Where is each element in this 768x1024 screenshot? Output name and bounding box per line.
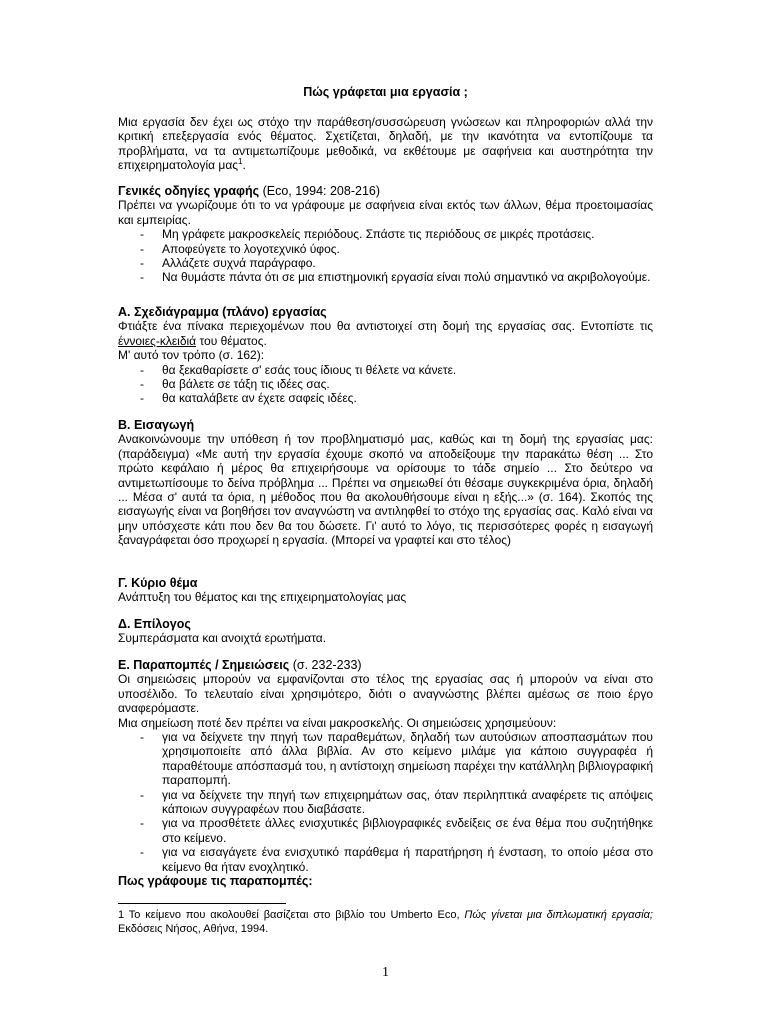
section-a: Α. Σχεδιάγραμμα (πλάνο) εργασίας Φτιάξτε ένα πίνακα περιεχομένων που θα αντιστοιχεί στη δομή της εργασίας σας. Εντοπίστε τις έννοιες-κλειδιά του θέματος. Μ' αυτό τον τρόπο (σ. 162): - θα ξεκαθαρίσετε σ' εσάς τους ίδιους τι θέλετε να κάνετε. - θα βάλετε σε τάξη τις ιδέες σας. - θα καταλάβετε αν έχετε σαφείς ιδέες. [118, 305, 653, 406]
section-c-heading: Γ. Κύριο θέμα [118, 576, 198, 590]
document-title: Πώς γράφεται μια εργασία ; [303, 85, 468, 99]
general-reference: (Eco, 1994: 208-216) [259, 184, 381, 198]
section-b-text: Ανακοινώνουμε την υπόθεση ή τον προβληματισμό μας, καθώς και τη δομή της εργασίας μας: (παράδειγμα) «Με αυτή την εργασία έχουμε σκοπό να αποδείξουμε την παρακάτω θέση ... Στο πρώτο κεφάλαιο ή μέρος θα επιχειρήσουμε να ορίσουμε το τάδε σημείο ... Στο δεύτερο να αντιμετωπίσουμε το δείνα πρόβλημα ... Πρέπει να σημειωθεί ότι θέσαμε συγκεκριμένα όρια, δηλαδή ... Μέσα σ' αυτά τα όρια, η μέθοδος που θα ακολουθήσουμε είναι η εξής...» (σ. 164). Σκοπός της εισαγωγής είναι να βοηθήσει τον αναγνώστη να αντιληφθεί το στόχο της εργασίας σας. Καλό είναι να μην υπόσχεστε κάτι που δεν θα του δώσετε. Γι' αυτό το λόγο, τις περισσότερες φορές η εισαγωγή ξαναγράφεται όσο προχωρεί η εργασία. (Μπορεί να γραφτεί και στο τέλος) [118, 432, 653, 548]
list-item: - θα καταλάβετε αν έχετε σαφείς ιδέες. [118, 391, 653, 405]
section-d-text: Συμπεράσματα και ανοιχτά ερωτήματα. [118, 631, 327, 646]
list-item: - για να δείχνετε την πηγή των επιχειρημάτων σας, όταν περιληπτικά αναφέρετε τις απόψεις κάποιων συγγραφέων που διαβάσατε. [118, 788, 653, 817]
section-a-heading: Α. Σχεδιάγραμμα (πλάνο) εργασίας [118, 305, 327, 319]
list-item: - θα ξεκαθαρίσετε σ' εσάς τους ίδιους τι θέλετε να κάνετε. [118, 363, 653, 377]
general-guidelines-section [118, 184, 653, 285]
general-text: Πρέπει να γνωρίζουμε ότι το να γράφουμε με σαφήνεια είναι εκτός των άλλων, θέμα προετοιμασίας και εμπειρίας. [118, 198, 653, 227]
section-e-text: Οι σημειώσεις μπορούν να εμφανίζονται στο τέλος της εργασίας σας ή μπορούν να είναι στο υποσέλιδο. Το τελευταίο είναι χρησιμότερο, διότι ο αναγνώστης βλέπει αμέσως σε ποιο έργο αναφερόμαστε. [118, 672, 653, 716]
section-c-text: Ανάπτυξη του θέματος και της επιχειρηματολογίας μας [118, 590, 407, 605]
section-b [118, 418, 653, 548]
key-concepts-term: έννοιες-κλειδιά [118, 333, 197, 348]
intro-text: Μια εργασία δεν έχει ως στόχο την παράθεση/συσσώρευση γνώσεων και πληροφοριών αλλά την κριτική επεξεργασία ενός θέματος. Σχετίζεται, δηλαδή, με την ικανότητα να εντοπίζουμε τα προβλήματα, να τα αντιμετωπίζουμε μεθοδικά, να εκθέτουμε με σαφήνεια και αυστηρότητα την επιχειρηματολογία μας [118, 115, 653, 173]
footnote-separator [118, 903, 286, 904]
section-e-heading: Ε. Παραπομπές / Σημειώσεις [118, 658, 290, 672]
section-a-line2: Μ' αυτό τον τρόπο (σ. 162): [118, 348, 265, 363]
section-d [118, 617, 653, 646]
general-list [118, 227, 653, 285]
section-e-reference: (σ. 232-233) [289, 658, 362, 672]
list-item: - για να προσθέτετε άλλες ενισχυτικές βιβλιογραφικές ενδείξεις σε ένα θέμα που συζητήθηκε στο κείμενο. [118, 816, 653, 845]
list-item: - για να εισαγάγετε ένα ενισχυτικό παράθεμα ή παρατήρηση ή ένσταση, το οποίο μέσα στο κείμενο θα ήταν ενοχλητικό. [118, 845, 653, 874]
section-e-list [118, 730, 653, 874]
list-item: - Να θυμάστε πάντα ότι σε μια επιστημονική εργασία είναι πολύ σημαντικό να ακριβολογούμε. [118, 270, 653, 284]
section-d-heading: Δ. Επίλογος [118, 617, 191, 631]
footnote: 1 Το κείμενο που ακολουθεί βασίζεται στο βιβλίο του Umberto Eco, Πώς γίνεται μια διπλωματική εργασία; Εκδόσεις Νήσος, Αθήνα, 1994. [118, 909, 653, 935]
section-b-heading: Β. Εισαγωγή [118, 418, 195, 432]
list-item: - για να δείχνετε την πηγή των παραθεμάτων, δηλαδή των αυτούσιων αποσπασμάτων που χρησιμοποιείτε από άλλα βιβλία. Αν στο κείμενο μιλάμε για κάποιο συγγραφέα ή παραθέτουμε απόσπασμά του, η αντίστοιχη σημείωση παρέχει την κατάλληλη βιβλιογραφική παραπομπή. [118, 730, 653, 788]
citations-heading: Πως γράφουμε τις παραπομπές: [118, 874, 313, 889]
list-item: - θα βάλετε σε τάξη τις ιδέες σας. [118, 377, 653, 391]
section-a-list [118, 363, 653, 406]
list-item: - Αποφεύγετε το λογοτεχνικό ύφος. [118, 242, 653, 256]
section-e-line2: Μια σημείωση ποτέ δεν πρέπει να είναι μακροσκελής. Οι σημειώσεις χρησιμεύουν: [118, 715, 557, 730]
list-item: - Μη γράφετε μακροσκελείς περιόδους. Σπάστε τις περιόδους σε μικρές προτάσεις. [118, 227, 653, 241]
page-number: 1 [382, 965, 389, 980]
footnote-reference[interactable]: 1 [238, 157, 243, 167]
list-item: - Αλλάζετε συχνά παράγραφο. [118, 256, 653, 270]
general-heading: Γενικές οδηγίες γραφής [118, 184, 260, 198]
section-e [118, 658, 653, 889]
intro-paragraph: Μια εργασία δεν έχει ως στόχο την παράθεση/συσσώρευση γνώσεων και πληροφοριών αλλά την κριτική επεξεργασία ενός θέματος. Σχετίζεται, δηλαδή, με την ικανότητα να εντοπίζουμε τα προβλήματα, να τα αντιμετωπίζουμε μεθοδικά, να εκθέτουμε με σαφήνεια και αυστηρότητα την επιχειρηματολογία μας$^1$. [118, 115, 653, 173]
section-c [118, 576, 653, 605]
book-title: Πώς γίνεται μια διπλωματική εργασία; [464, 909, 653, 921]
